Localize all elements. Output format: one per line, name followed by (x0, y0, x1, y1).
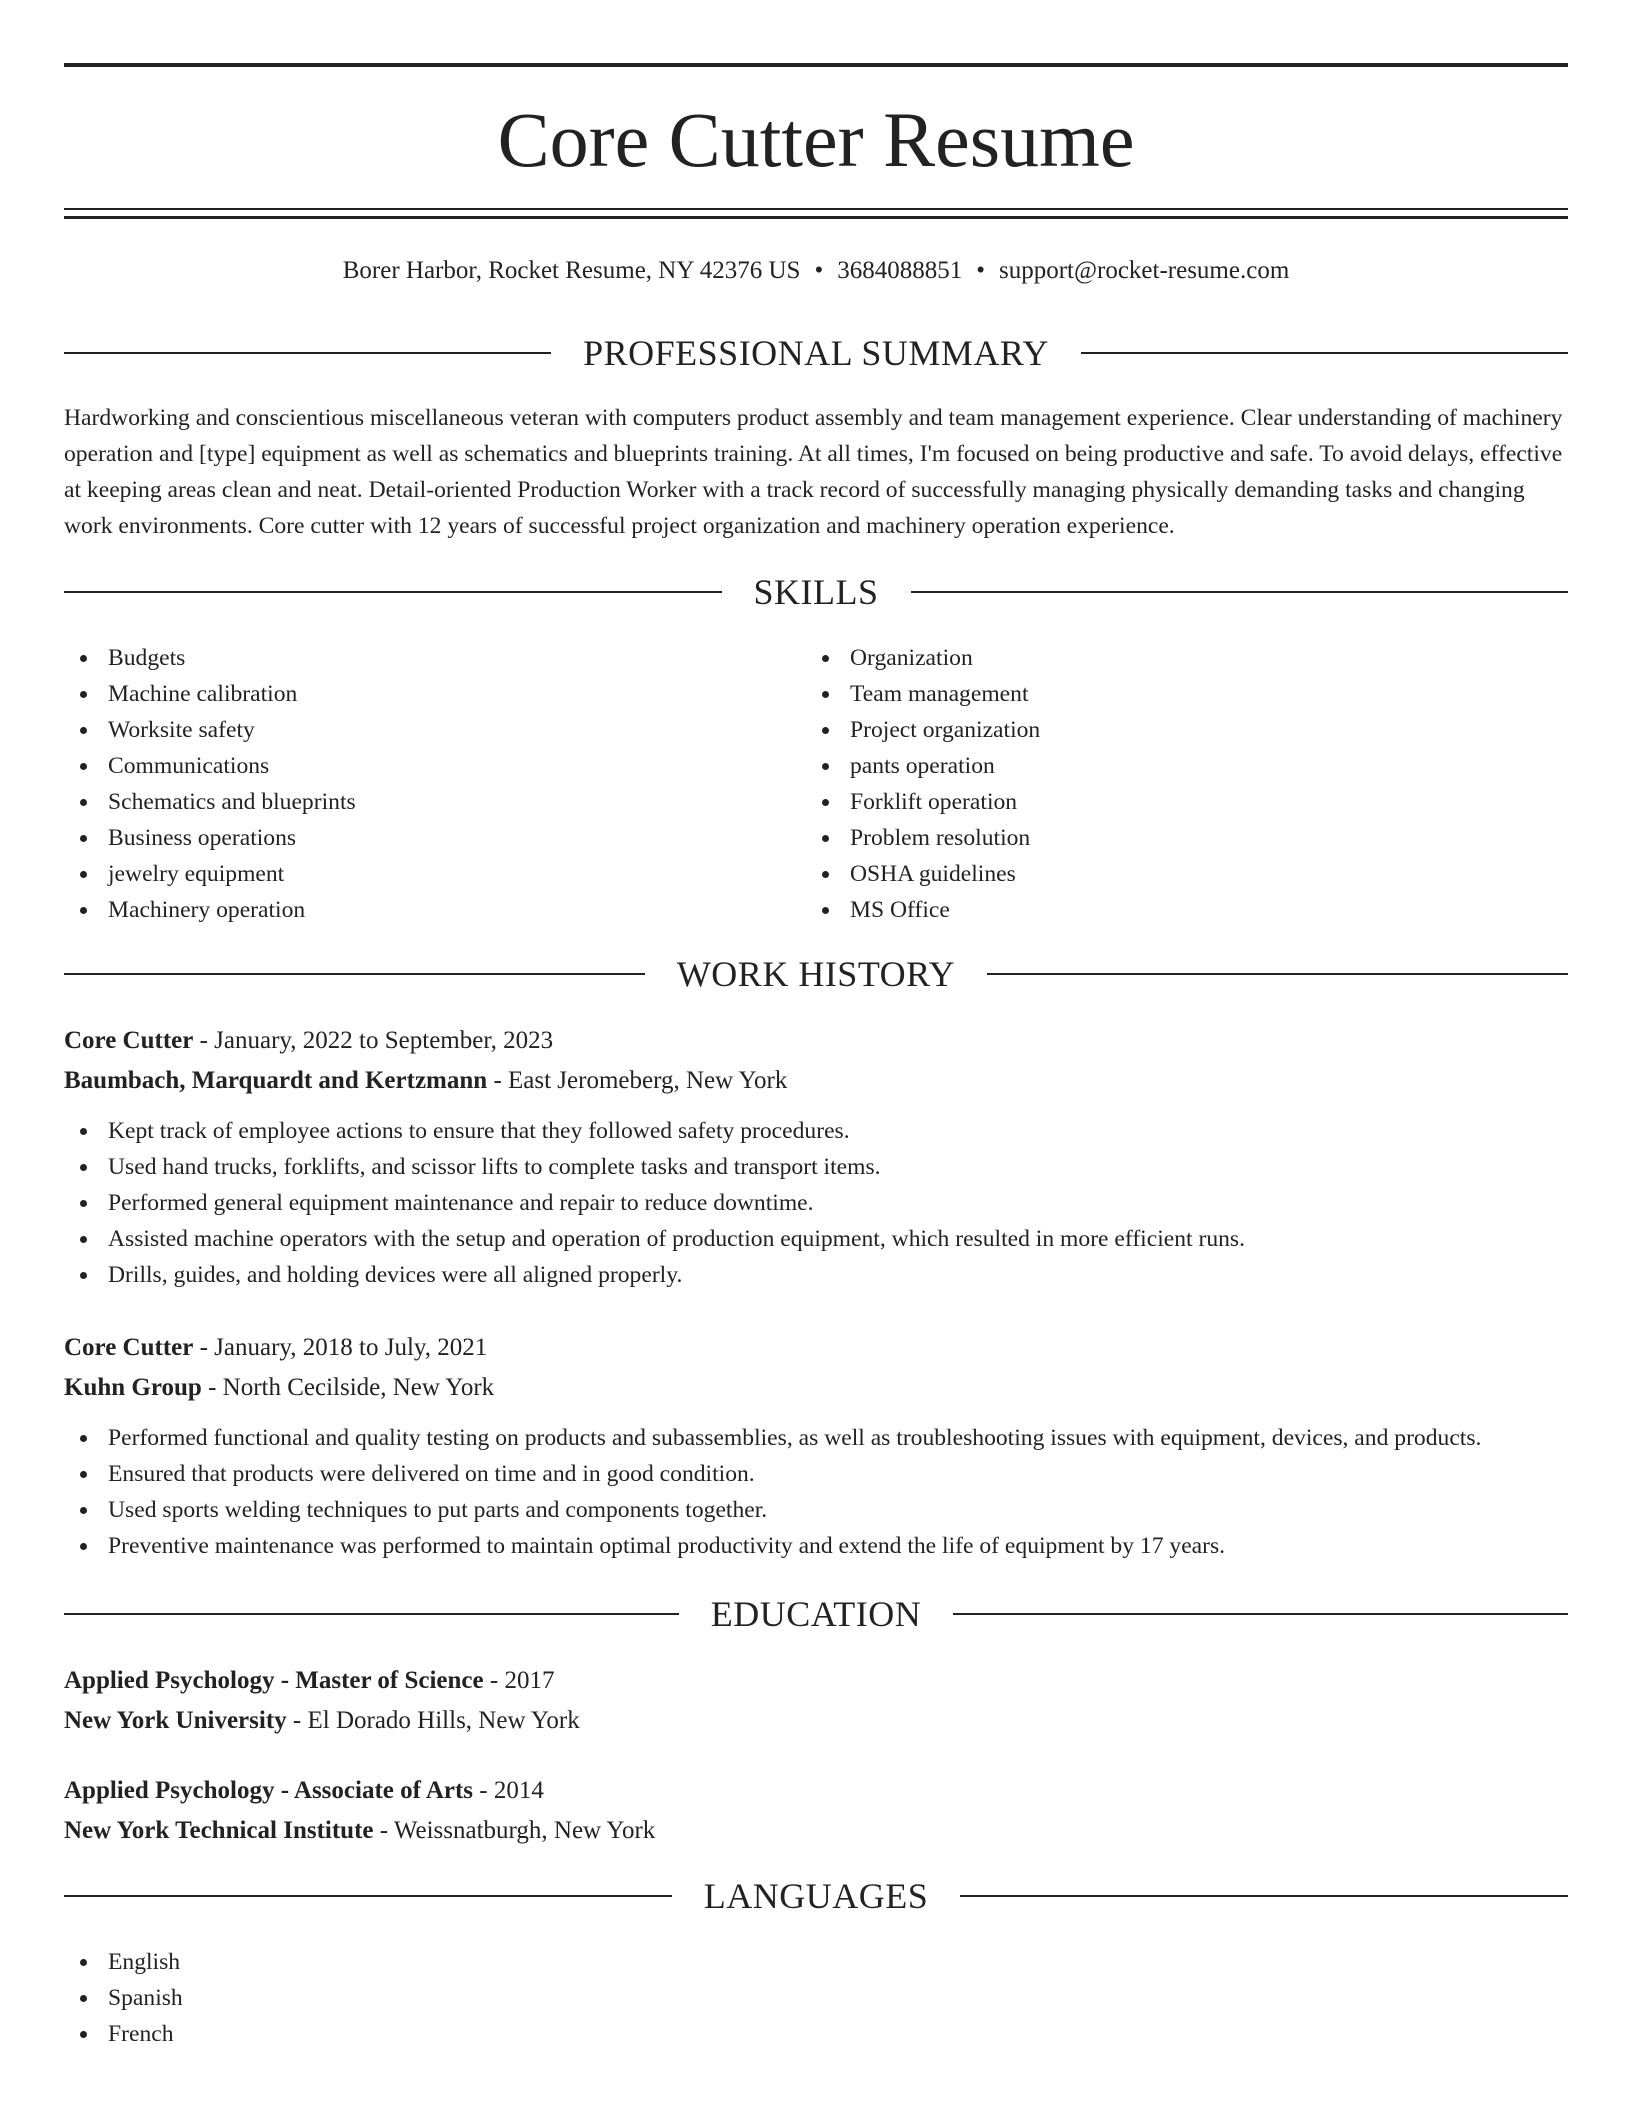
job-dates: - January, 2018 to July, 2021 (193, 1334, 488, 1361)
company-name: Kuhn Group (64, 1374, 202, 1401)
divider (987, 973, 1568, 975)
section-title-work: WORK HISTORY (676, 954, 956, 994)
school-name: New York Technical Institute (64, 1817, 374, 1844)
job-duty-item: Performed functional and quality testing on products and subassemblies, as well as troubleshooting issues with equipment, devices, and products. (64, 1420, 1584, 1456)
contact-email: support@rocket-resume.com (998, 257, 1290, 284)
divider (64, 1895, 672, 1897)
company-location: - East Jeromeberg, New York (487, 1067, 788, 1094)
degree-year: - 2014 (473, 1777, 544, 1804)
job-duty-item: Ensured that products were delivered on time and in good condition. (64, 1456, 1584, 1492)
education-entry (64, 1661, 1584, 1741)
language-item: French (64, 2016, 764, 2052)
title-double-rule (64, 208, 1568, 219)
skill-item: Machine calibration (64, 676, 764, 712)
job-title-line (64, 1021, 1584, 1061)
section-header-languages (64, 1874, 1568, 1918)
job-duty-item: Assisted machine operators with the setup and operation of production equipment, which resulted in more efficient runs. (64, 1221, 1584, 1257)
skill-item: pants operation (806, 748, 1566, 784)
job-duty-item: Drills, guides, and holding devices were all aligned properly. (64, 1257, 1584, 1293)
job-title-line (64, 1328, 1584, 1368)
work-entry (64, 1328, 1584, 1564)
school-name: New York University (64, 1707, 287, 1734)
skill-item: Business operations (64, 820, 764, 856)
job-duties-list (64, 1113, 1584, 1293)
languages-list (64, 1944, 764, 2052)
section-header-skills (64, 570, 1568, 614)
contact-separator: • (976, 257, 985, 284)
company-location: - North Cecilside, New York (201, 1374, 495, 1401)
skill-item: Schematics and blueprints (64, 784, 764, 820)
skills-list-right (806, 640, 1566, 928)
skill-item: Problem resolution (806, 820, 1566, 856)
contact-line (64, 255, 1568, 287)
section-header-education (64, 1592, 1568, 1636)
school-location: - El Dorado Hills, New York (286, 1707, 580, 1734)
skill-item: MS Office (806, 892, 1566, 928)
job-dates: - January, 2022 to September, 2023 (193, 1027, 554, 1054)
top-rule (64, 63, 1568, 67)
company-name: Baumbach, Marquardt and Kertzmann (64, 1067, 488, 1094)
job-title: Core Cutter (64, 1027, 194, 1054)
job-duty-item: Kept track of employee actions to ensure that they followed safety procedures. (64, 1113, 1584, 1149)
degree-year: - 2017 (483, 1667, 555, 1694)
degree-line (64, 1661, 1584, 1701)
degree-line (64, 1771, 1584, 1811)
company-line (64, 1061, 1584, 1101)
contact-phone: 3684088851 (837, 257, 963, 284)
job-duty-item: Preventive maintenance was performed to maintain optimal productivity and extend the life of equipment by 17 years. (64, 1528, 1584, 1564)
divider (64, 973, 645, 975)
divider (1081, 352, 1568, 354)
job-title: Core Cutter (64, 1334, 194, 1361)
job-duty-item: Performed general equipment maintenance and repair to reduce downtime. (64, 1185, 1584, 1221)
divider (960, 1895, 1568, 1897)
skill-item: Forklift operation (806, 784, 1566, 820)
skill-item: OSHA guidelines (806, 856, 1566, 892)
school-line (64, 1811, 1584, 1851)
divider (64, 591, 722, 593)
divider (64, 1613, 679, 1615)
skill-item: Project organization (806, 712, 1566, 748)
divider (953, 1613, 1568, 1615)
skill-item: Budgets (64, 640, 764, 676)
degree: Applied Psychology - Associate of Arts (64, 1777, 474, 1804)
divider (911, 591, 1569, 593)
language-item: English (64, 1944, 764, 1980)
skill-item: Organization (806, 640, 1566, 676)
education-entry (64, 1771, 1584, 1851)
skills-list-left (64, 640, 764, 928)
job-duty-item: Used hand trucks, forklifts, and scissor lifts to complete tasks and transport items. (64, 1149, 1584, 1185)
section-title-languages: LANGUAGES (703, 1876, 929, 1916)
section-title-skills: SKILLS (753, 572, 879, 612)
language-item: Spanish (64, 1980, 764, 2016)
skill-item: jewelry equipment (64, 856, 764, 892)
job-duty-item: Used sports welding techniques to put parts and components together. (64, 1492, 1584, 1528)
school-location: - Weissnatburgh, New York (373, 1817, 656, 1844)
resume-title: Core Cutter Resume (497, 96, 1135, 183)
company-line (64, 1368, 1584, 1408)
contact-address: Borer Harbor, Rocket Resume, NY 42376 US (342, 257, 801, 284)
divider (64, 352, 551, 354)
section-header-summary (64, 331, 1568, 375)
skill-item: Worksite safety (64, 712, 764, 748)
degree: Applied Psychology - Master of Science (64, 1667, 484, 1694)
job-duties-list (64, 1420, 1584, 1564)
skill-item: Machinery operation (64, 892, 764, 928)
section-title-summary: PROFESSIONAL SUMMARY (583, 333, 1049, 373)
contact-separator: • (814, 257, 824, 284)
skill-item: Team management (806, 676, 1566, 712)
section-title-education: EDUCATION (710, 1594, 922, 1634)
summary-text: Hardworking and conscientious miscellaneous veteran with computers product assembly and team management experience. Clear understanding of machinery operation and [type] equipment as well as schematics and blueprints training. At all times, I'm focused on being productive and safe. To avoid delays, effective at keeping areas clean and neat. Detail-oriented Production Worker with a track record of successfully managing physically demanding tasks and changing work environments. Core cutter with 12 years of successful project organization and machinery operation experience. (64, 405, 1563, 539)
section-header-work (64, 952, 1568, 996)
work-entry (64, 1021, 1584, 1293)
skill-item: Communications (64, 748, 764, 784)
school-line (64, 1701, 1584, 1741)
